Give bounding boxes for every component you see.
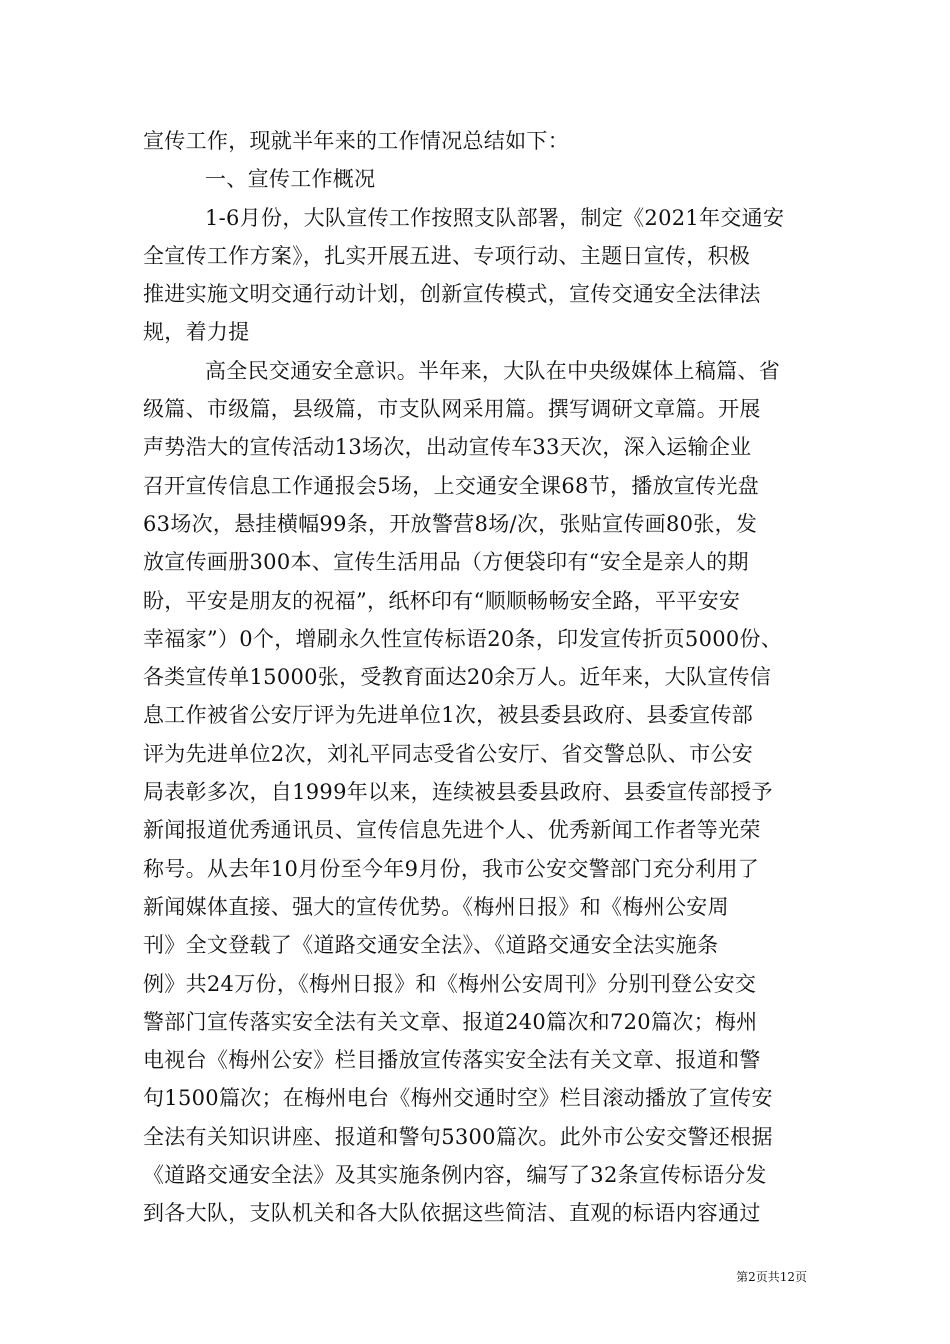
text-line: 称号。从去年10月份至今年9月份，我市公安交警部门充分利用了	[143, 856, 760, 881]
text-line: 幸福家”）0个，增刷永久性宣传标语20条，印发宣传折页5000份、	[143, 626, 783, 651]
text-line: 63场次，悬挂横幅99条，开放警营8场/次，张贴宣传画80张，发	[143, 511, 758, 536]
section-heading: 一、宣传工作概况	[205, 167, 376, 192]
text-line: 新闻媒体直接、强大的宣传优势。《梅州日报》和《梅州公安周	[143, 894, 729, 919]
text-line: 例》共24万份，《梅州日报》和《梅州公安周刊》分别刊登公安交	[143, 971, 757, 996]
text-line: 1-6月份，大队宣传工作按照支队部署，制定《2021年交通安	[205, 205, 785, 230]
text-line: 声势浩大的宣传活动13场次，出动宣传车33天次，深入运输企业	[143, 435, 752, 460]
text-line: 电视台《梅州公安》栏目播放宣传落实安全法有关文章、报道和警	[143, 1048, 761, 1073]
text-line: 各类宣传单15000张，受教育面达20余万人。近年来，大队宣传信	[143, 665, 772, 690]
text-line: 到各大队，支队机关和各大队依据这些简洁、直观的标语内容通过	[143, 1201, 761, 1226]
text-line: 全宣传工作方案》，扎实开展五进、专项行动、主题日宣传，积极	[143, 243, 751, 268]
text-line: 宣传工作，现就半年来的工作情况总结如下：	[143, 129, 569, 153]
document-body	[143, 122, 815, 1233]
text-line: 高全民交通安全意识。半年来，大队在中央级媒体上稿篇、省	[205, 358, 781, 383]
text-line: 级篇、市级篇，县级篇，市支队网采用篇。撰写调研文章篇。开展	[143, 397, 761, 422]
text-line: 刊》全文登载了《道路交通安全法》、《道路交通安全法实施条	[143, 933, 719, 958]
text-line: 警部门宣传落实安全法有关文章、报道240篇次和720篇次；梅州	[143, 1009, 758, 1034]
text-line: 全法有关知识讲座、报道和警句5300篇次。此外市公安交警还根据	[143, 1124, 773, 1149]
text-line: 规，着力提	[143, 320, 250, 345]
text-line: 盼，平安是朋友的祝福”，纸杯印有“顺顺畅畅安全路，平平安安	[143, 588, 741, 613]
text-line: 局表彰多次，自1999年以来，连续被县委县政府、县委宣传部授予	[143, 780, 773, 805]
text-line: 召开宣传信息工作通报会5场，上交通安全课68节，播放宣传光盘	[143, 473, 760, 498]
text-line: 息工作被省公安厅评为先进单位1次，被县委县政府、县委宣传部	[143, 703, 754, 728]
text-line: 放宣传画册300本、宣传生活用品（方便袋印有“安全是亲人的期	[143, 550, 749, 575]
text-line: 新闻报道优秀通讯员、宣传信息先进个人、优秀新闻工作者等光荣	[143, 818, 761, 843]
text-line: 《道路交通安全法》及其实施条例内容，编写了32条宣传标语分发	[143, 1163, 767, 1188]
page-number: 第2页共12页	[736, 1270, 807, 1284]
text-line: 评为先进单位2次，刘礼平同志受省公安厅、省交警总队、市公安	[143, 741, 754, 766]
text-line: 推进实施文明交通行动计划，创新宣传模式，宣传交通安全法律法	[143, 282, 761, 307]
text-line: 句1500篇次；在梅州电台《梅州交通时空》栏目滚动播放了宣传安	[143, 1086, 773, 1111]
